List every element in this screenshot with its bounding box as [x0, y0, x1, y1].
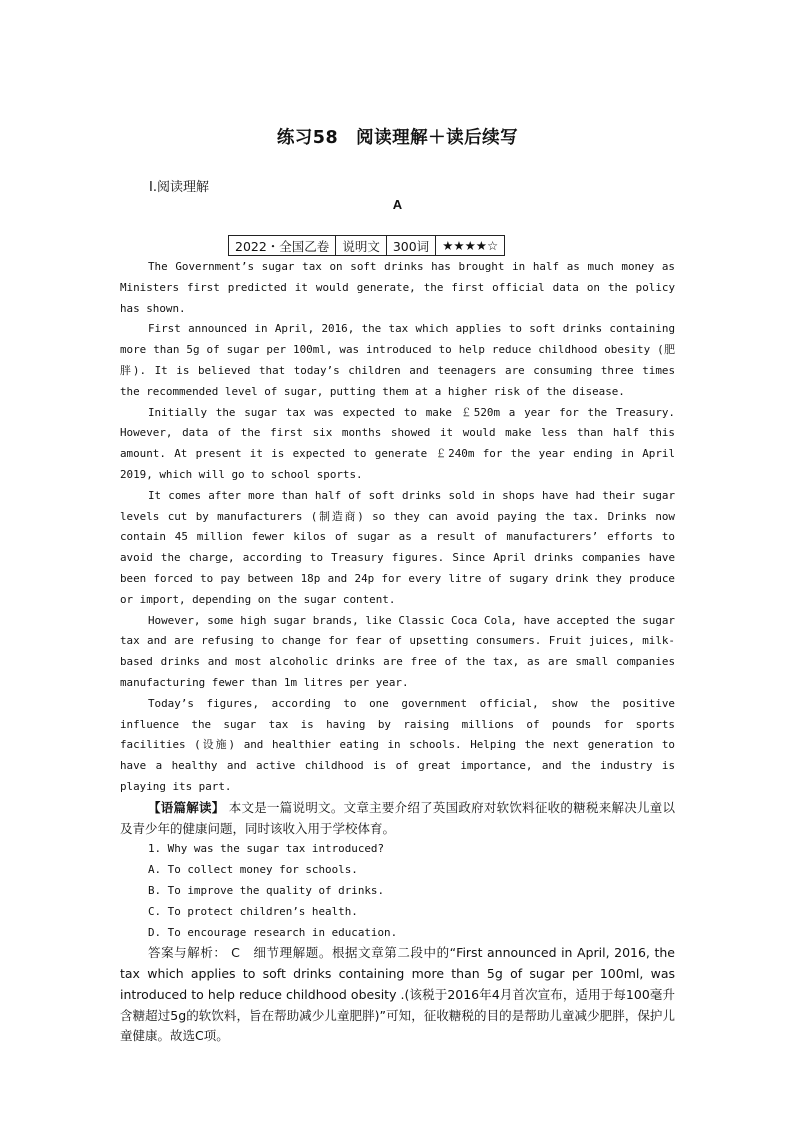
answer-label: 答案与解析：	[148, 945, 227, 961]
option-c: C. To protect children’s health.	[148, 904, 358, 918]
discourse-analysis	[120, 798, 675, 840]
passage-info-table	[228, 235, 505, 256]
analysis-text: 本文是一篇说明文。文章主要介绍了英国政府对软饮料征收的糖税来解决儿童以及青少年的健康问题，同时该收入用于学校体育。	[120, 799, 675, 836]
genre-cell: 说明文	[336, 236, 387, 256]
option-b: B. To improve the quality of drinks.	[148, 883, 385, 897]
word-count-cell: 300词	[386, 236, 435, 256]
paragraph-4: It comes after more than half of soft drinks sold in shops have had their sugar levels cut by manufacturers (制造商) so they can avoid paying the tax. Drinks now contain 45 million fewer kilos of sugar as a result of manufacturers’ efforts to avoid the charge, according to Treasury figures. Since April drinks companies have been forced to pay between 18p and 24p for every litre of sugary drink they produce or import, depending on the sugar content.	[120, 488, 675, 606]
passage-letter: A	[392, 197, 403, 212]
source-cell: 2022・全国乙卷	[229, 236, 336, 256]
paragraph-3: Initially the sugar tax was expected to make ￡520m a year for the Treasury. However, data of the first six months showed it would make less than half this amount. At present it is expected to generate ￡240m for the year ending in April 2019, which will go to school sports.	[120, 405, 675, 481]
paragraph-1: The Government’s sugar tax on soft drinks has brought in half as much money as Ministers first predicted it would generate, the first official data on the policy has shown.	[120, 260, 675, 315]
difficulty-cell: ★★★★☆	[436, 236, 505, 256]
analysis-label: 【语篇解读】	[148, 799, 225, 815]
section-heading: Ⅰ.阅读理解	[149, 180, 209, 195]
paragraph-2: First announced in April, 2016, the tax which applies to soft drinks containing more than 5g of sugar per 100ml, was introduced to help reduce childhood obesity (肥胖). It is believed that today’s children and teenagers are consuming three times the recommended level of sugar, putting them at a higher risk of the disease.	[120, 322, 675, 398]
paragraph-5: However, some high sugar brands, like Classic Coca Cola, have accepted the sugar tax and are refusing to change for fear of upsetting consumers. Fruit juices, milk-based drinks and most alcoholic drinks are free of the tax, as are small companies manufacturing fewer than 1m litres per year.	[120, 613, 675, 689]
option-a: A. To collect money for schools.	[148, 863, 358, 877]
option-d: D. To encourage research in education.	[148, 925, 398, 939]
passage-body	[120, 257, 675, 1047]
answer-explanation	[120, 943, 675, 1047]
answer-text: C 细节理解题。根据文章第二段中的“First announced in April, 2016, the tax which applies to soft drinks containing more than 5g of sugar per 100ml, was introduced to help reduce childhood obesity .(该税于2016年4月首次宣布，适用于每100毫升含糖超过5g的软饮料，旨在帮助减少儿童肥胖)”可知，征收糖税的目的是帮助儿童减少肥胖，保护儿童健康。故选C项。	[120, 945, 675, 1044]
question-stem: 1. Why was the sugar tax introduced?	[148, 842, 385, 856]
paragraph-6: Today’s figures, according to one government official, show the positive influence the sugar tax is having by raising millions of pounds for sports facilities (设施) and healthier eating in schools. Helping the next generation to have a healthy and active childhood is of great importance, and the industry is playing its part.	[120, 696, 675, 793]
page-title: 练习58 阅读理解＋读后续写	[276, 128, 519, 148]
